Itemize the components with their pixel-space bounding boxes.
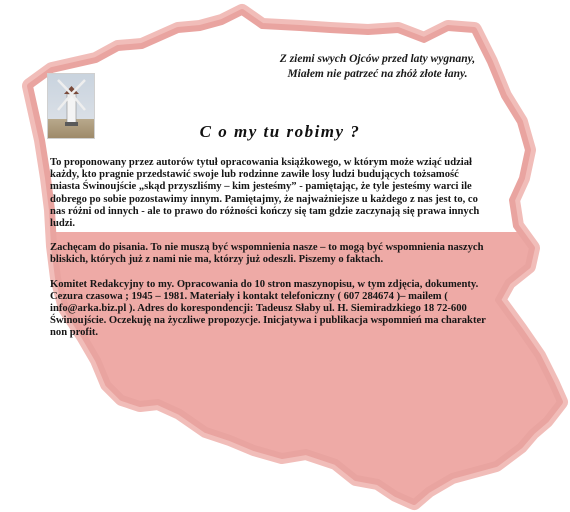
poem-line-2: Miałem nie patrzeć na zhóż złote łany. — [287, 68, 468, 80]
paragraph-contact: Komitet Redakcyjny to my. Opracowania do 10 stron maszynopisu, w tym zdjęcia, dokumenty. Cezura czasowa ; 1945 – 1981. Materiały i kontakt telefoniczny ( 607 284674 )– mailem ( info@arka.biz.pl ). Adres do korespondencji: Tadeusz Słaby ul. H. Siemiradzkiego 18 72-600 Świnoujście. Oczekuję na życzliwe propozycje. Inicjatywa i publikacja wspomnień ma charakter non profit. — [50, 278, 486, 339]
windmill-photo — [47, 73, 95, 139]
poem-line-1: Z ziemi swych Ojców przed laty wygnany, — [279, 53, 476, 65]
windmill-photo-icon — [48, 74, 94, 138]
poem-quote — [250, 52, 505, 82]
page-title: C o my tu robimy ? — [199, 122, 361, 141]
paragraph-encouragement: Zachęcam do pisania. To nie muszą być wspomnienia nasze – to mogą być wspomnienia naszych bliskich, których już z nami nie ma, którzy już odeszli. Piszemy o faktach. — [50, 242, 484, 266]
paragraph-intro: To proponowany przez autorów tytuł opracowania książkowego, w którym może wziąć udział każdy, kto pragnie przedstawić swoje lub rodzinne zawiłe losy ludzi budujących tożsamość miasta Świnoujście „skąd przyszliśmy – kim jesteśmy” - pamiętając, że tyle jesteśmy warci ile dobrego po sobie pozostawimy innym. Pamiętajmy, że najważniejsze u każdego z nas jest to, co nas różni od innych - ale to prawo do różności kończy się tam gdzie zaczynają się prawa innych ludzi. — [50, 157, 480, 230]
article-body — [50, 157, 490, 352]
